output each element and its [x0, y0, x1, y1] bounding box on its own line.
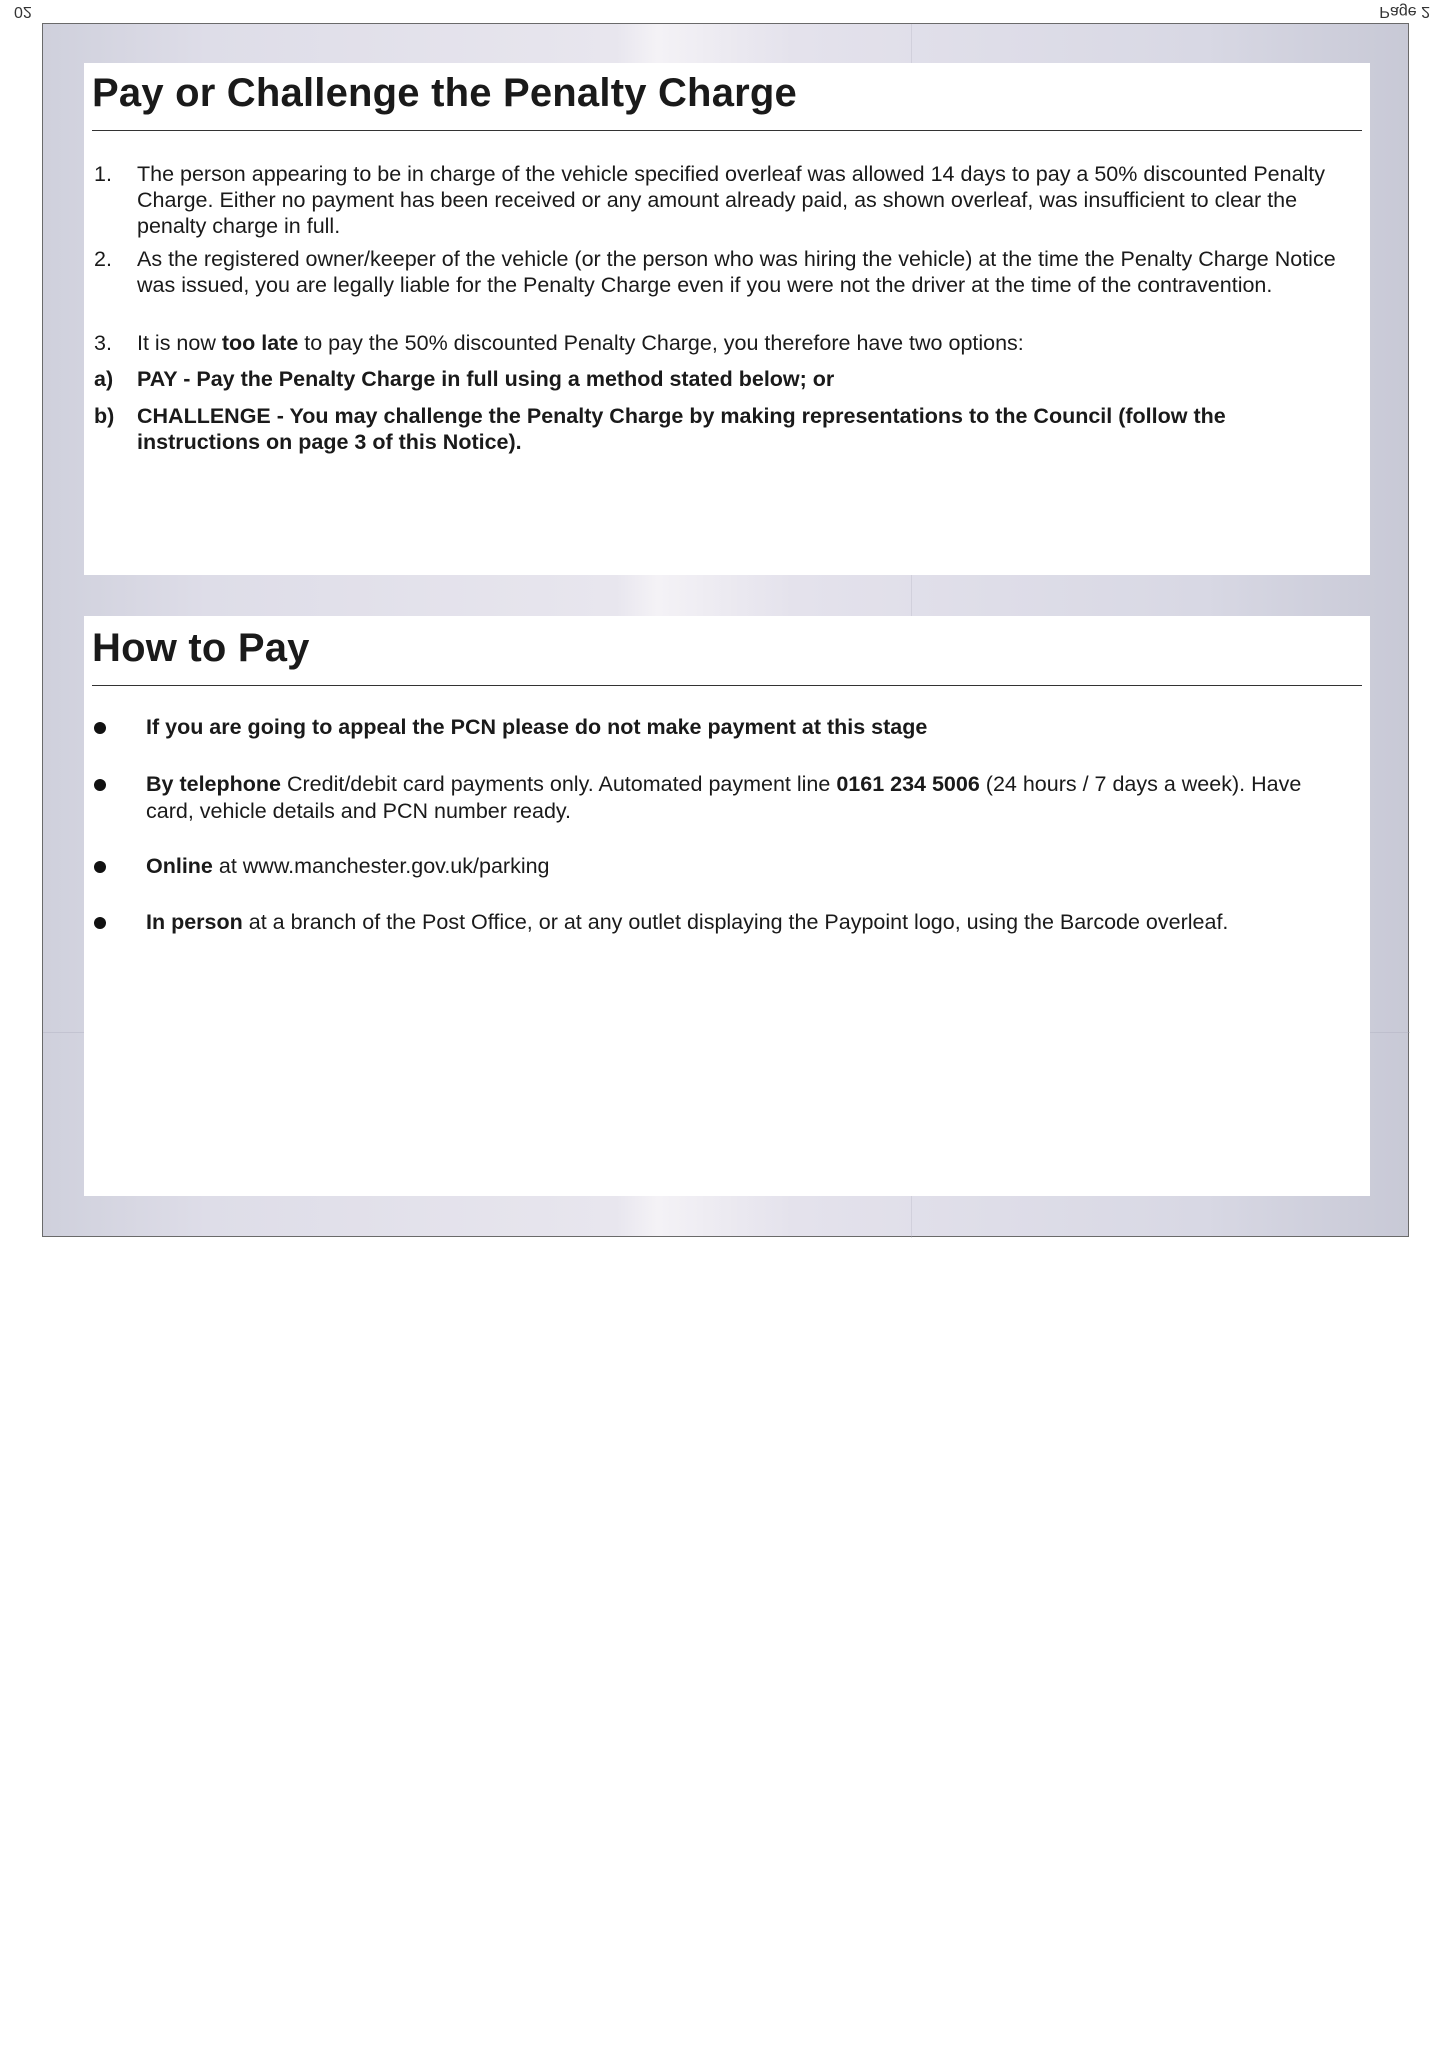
how-to-pay-section — [84, 616, 1370, 1196]
method-label: Online — [146, 854, 213, 878]
bullet-icon — [94, 861, 106, 873]
option-letter: b) — [94, 404, 115, 428]
text-run: at www.manchester.gov.uk/parking — [212, 854, 550, 878]
bullet-text: If you are going to appeal the PCN please do not make payment at this stage — [146, 715, 928, 739]
bullet-icon — [94, 917, 106, 929]
option-text: CHALLENGE - You may challenge the Penalty Charge by making representations to the Council (follow the instructions on page 3 of this Notice). — [137, 404, 1226, 454]
list-item-text: The person appearing to be in charge of the vehicle specified overleaf was allowed 14 days to pay a 50% discounted Penalty Charge. Either no payment has been received or any amount already paid, as shown overleaf, was insufficient to clear the penalty charge in full. — [137, 162, 1326, 238]
list-number: 3. — [94, 331, 112, 355]
text-run: (24 hours / 7 days a week). Have card, vehicle details and PCN number ready. — [146, 772, 1302, 823]
text-run: It is now — [137, 331, 222, 355]
text-run: at a branch of the Post Office, or at any outlet displaying the Paypoint logo, using the Barcode overleaf. — [242, 910, 1229, 934]
text-run: to pay the 50% discounted Penalty Charge, you therefore have two options: — [298, 331, 1024, 355]
list-number: 1. — [94, 162, 112, 186]
heading-rule — [92, 130, 1362, 131]
list-number: 2. — [94, 247, 112, 271]
pay-or-challenge-section — [84, 63, 1370, 575]
page-corner-mark-left: 02 — [14, 3, 32, 20]
section-heading: How to Pay — [92, 626, 310, 670]
bullet-icon — [94, 779, 106, 791]
bullet-text — [146, 853, 1354, 880]
bullet-text — [146, 909, 1354, 936]
bullet-text — [146, 771, 1354, 825]
method-label: By telephone — [146, 772, 281, 796]
page-number: Page 2 — [1379, 3, 1430, 20]
list-item-text — [137, 330, 1354, 356]
heading-rule — [92, 685, 1362, 686]
list-item-text: As the registered owner/keeper of the vehicle (or the person who was hiring the vehicle) at the time the Penalty Charge Notice was issued, you are legally liable for the Penalty Charge even if you were not the driver at the time of the contravention. — [137, 247, 1336, 297]
phone-number: 0161 234 5006 — [836, 772, 980, 796]
bullet-icon — [94, 722, 106, 734]
text-run: Credit/debit card payments only. Automated payment line — [281, 772, 837, 796]
emphasis-too-late: too late — [221, 331, 299, 355]
section-heading: Pay or Challenge the Penalty Charge — [92, 71, 797, 115]
method-label: In person — [146, 910, 243, 934]
option-text: PAY - Pay the Penalty Charge in full using a method stated below; or — [137, 367, 835, 391]
option-letter: a) — [94, 367, 114, 391]
